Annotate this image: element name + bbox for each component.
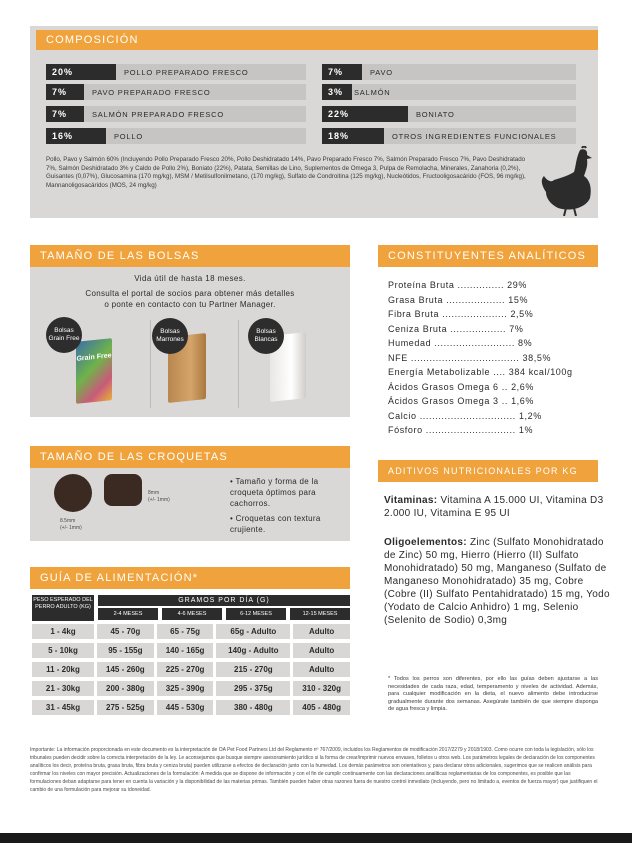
list-item: Proteína Bruta ............... 29% (388, 280, 527, 291)
analytics-list (388, 278, 603, 438)
bolsas-line3: o ponte en contacto con tu Partner Manager. (104, 300, 276, 309)
oligo-text: Zinc (Sulfato Monohidratado de Zinc) 50 mg, Hierro (Hierro (II) Sulfato Monohidratado) 50 mg, Manganeso (Sulfato de Manganeso Monohidratado) 35 mg, Cobre (Cobre (II) Sulfato Pentahidratado) 15 mg, Yodo (Yodato de Calcio Anhidro) 1 mg, Selenio (Selenito de Sodio) 0,3mg (384, 537, 610, 626)
ingredient-row: 16% POLLO (46, 128, 306, 144)
guia-month: 12-15 MESES (290, 608, 350, 620)
bag-divider (238, 320, 239, 408)
table-row: 31 - 45kg 275 - 525g 445 - 530g 380 - 480g 405 - 480g (32, 700, 350, 715)
aditivos-title: ADITIVOS NUTRICIONALES POR KG (378, 460, 598, 482)
list-item: Humedad .......................... 8% (388, 338, 533, 349)
oligo-label: Oligoelementos: (384, 537, 467, 548)
list-item: Fibra Bruta ..................... 2,5% (388, 309, 534, 320)
dim-width-tol: (+/- 1mm) (60, 525, 82, 531)
list-item: Fósforo ............................. 1% (388, 425, 534, 436)
ingredient-row: 18% OTROS INGREDIENTES FUNCIONALES (322, 128, 576, 144)
list-item: Ácidos Grasos Omega 3 .. 1,6% (388, 396, 534, 407)
ingredient-row: 7% PAVO (322, 64, 576, 80)
ingredient-row: 7% SALMÓN PREPARADO FRESCO (46, 106, 306, 122)
table-row: 5 - 10kg 95 - 155g 140 - 165g 140g - Adulto Adulto (32, 643, 350, 658)
bag-divider (150, 320, 151, 408)
guia-month: 6-12 MESES (226, 608, 286, 620)
dim-height: 8mm (148, 490, 160, 496)
guia-col-grams: GRAMOS POR DÍA (G) (98, 595, 350, 606)
list-item: Calcio ............................... 1,2% (388, 410, 542, 421)
table-row: 21 - 30kg 200 - 380g 325 - 390g 295 - 375g 310 - 320g (32, 681, 350, 696)
table-row: 11 - 20kg 145 - 260g 225 - 270g 215 - 270g Adulto (32, 662, 350, 677)
guia-month: 2-4 MESES (98, 608, 158, 620)
bag-grain-free (76, 338, 112, 404)
croquetas-bullet-2: • Croquetas con textura crujiente. (230, 514, 321, 534)
guia-title: GUÍA DE ALIMENTACIÓN* (30, 567, 350, 589)
ingredient-row: 22% BONIATO (322, 106, 576, 122)
list-item: NFE ................................... 38,5% (388, 352, 552, 363)
bolsas-line2: Consulta el portal de socios para obtener más detalles (85, 289, 295, 298)
bolsas-line1: Vida útil de hasta 18 meses. (134, 274, 246, 283)
composicion-detail: Pollo, Pavo y Salmón 60% (Incluyendo Pollo Preparado Fresco 20%, Pollo Deshidratado 14%, Pavo Preparado Fresco 7%, Salmón Preparado Fresco 7%, Pavo Deshidratado 7%, Salmón Deshidratado 3% y Caldo de Pollo 2%), Boniato (22%), Patata, Semillas de Lino, Suplementos de Omega 3, Pulpa de Remolacha, Minerales, Zanahoria (0,2%), Guisantes (0,07%), Glucosamina (170 mg/kg), MSM / Metilsulfonilmetano, (170 mg/kg), Sulfato de Condroitina (125 mg/kg), Nucleótidos, Fructooligosacárido (FOS, 96 mg/kg), Mannanoligosacáridos (MOS, 24 mg/kg) (46, 156, 526, 189)
footer-legal: Importante: La información proporcionada en este documento es la interpretación de OA Pet Food Partners Ltd del Reglamento nº 767/2009, incluidos los Reglamentos de modificación 2017/2279 y 2018/1903. Como ocurre con toda la legislación, sólo los tribunales pueden decidir sobre la correcta interpretación de la ley. Le aconsejamos que busque siempre asesoramiento jurídico si la forma de crear/imprimir nuevos envases, folletos u otros web. Los parámetros legales de declaración de los componentes analíticos los decir, proteína bruta, grasa bruta, fibra bruta y ceniza bruta) pueden utilizarse a efectos de declaración junto con la humedad. Los demás parámetros son orientativos y, para declarar otros adicionales, sugerimos que se realicen análisis para confirmar los niveles con mayor precisión. Actualizaciones de la formulación: A medida que se dispone de información y con el fin de cumplir continuamente con las declaraciones analíticas reglamentarias de los componentes, es posible que las formulaciones deban adaptarse para tener en cuenta la variación y la disponibilidad de las materias primas. También pueden haber otras razones fuera de nuestro control inmediato (incluyendo, pero no limitado a, eventos de fuerza mayor) que justifiquen el cambio de una formulación para mejorar su idoneidad. (30, 747, 598, 793)
dim-height-tol: (+/- 1mm) (148, 497, 170, 503)
feeding-table (29, 620, 353, 719)
kibble-square (104, 474, 142, 506)
kibble-round (54, 474, 92, 512)
dim-width: 8.5mm (60, 518, 76, 524)
vitaminas-label: Vitaminas: (384, 495, 438, 506)
ingredient-row: 3% SALMÓN (322, 84, 576, 100)
bag-grain-free-text: Grain Free (76, 352, 112, 363)
bolsas-title: TAMAÑO DE LAS BOLSAS (30, 245, 350, 267)
table-row: 1 - 4kg 45 - 70g 65 - 75g 65g - Adulto Adulto (32, 624, 350, 639)
oligo-block (384, 536, 614, 627)
guia-col-weight: PESO ESPERADO DEL PERRO ADULTO (KG) (32, 595, 94, 621)
list-item: Grasa Bruta ................... 15% (388, 294, 529, 305)
composicion-title: COMPOSICIÓN (36, 30, 598, 50)
constituyentes-title: CONSTITUYENTES ANALÍTICOS (378, 245, 598, 267)
aditivos-note: * Todos los perros son diferentes, por ello las guías deben ajustarse a las necesidades de cada raza, edad, temperamento y niveles de actividad. Además, para cualquier modificación en la dieta, el nuevo alimento debe introducirse gradualmente durante dos semanas. Asegúrate también de que siempre disponga de agua fresca y limpia. (388, 676, 598, 712)
hen-icon (540, 146, 596, 216)
bag-label-marrones: Bolsas Marrones (152, 318, 188, 354)
list-item: Energía Metabolizable .... 384 kcal/100g (388, 367, 573, 378)
vitaminas-block (384, 494, 609, 520)
croquetas-bullet-1: • Tamaño y forma de la croqueta óptimos para cachorros. (230, 477, 319, 508)
bag-label-blancas: Bolsas Blancas (248, 318, 284, 354)
guia-month: 4-6 MESES (162, 608, 222, 620)
croquetas-title: TAMAÑO DE LAS CROQUETAS (30, 446, 350, 468)
ingredient-row: 7% PAVO PREPARADO FRESCO (46, 84, 306, 100)
list-item: Ácidos Grasos Omega 6 .. 2,6% (388, 381, 534, 392)
ingredient-row: 20% POLLO PREPARADO FRESCO (46, 64, 306, 80)
bottom-bar (0, 833, 632, 843)
vitaminas-text: Vitamina A 15.000 UI, Vitamina D3 2.000 IU, Vitamina E 95 UI (384, 495, 604, 519)
list-item: Ceniza Bruta .................. 7% (388, 323, 524, 334)
bag-label-grain-free: Bolsas Grain Free (46, 317, 82, 353)
